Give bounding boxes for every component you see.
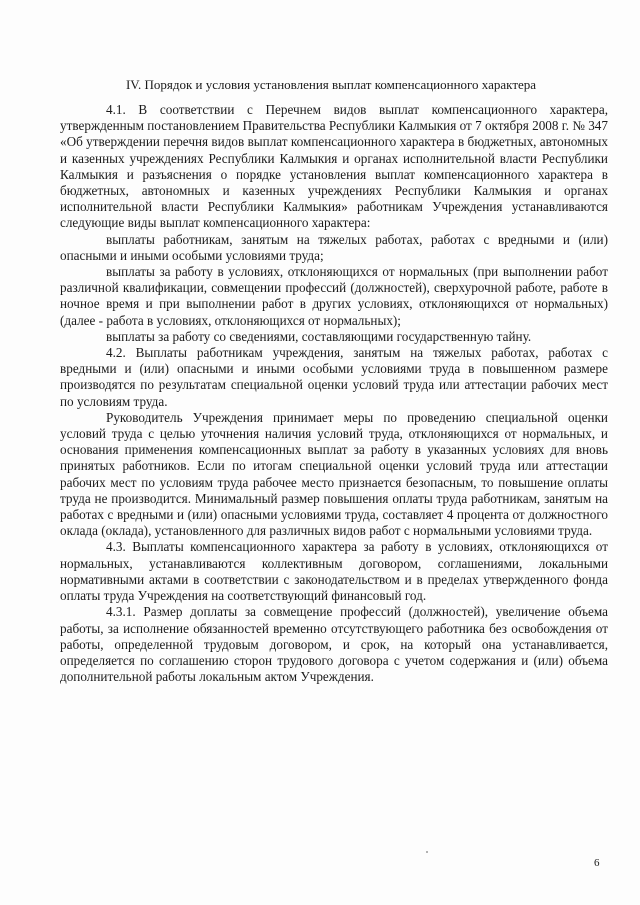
paragraph-manager-measures: Руководитель Учреждения принимает меры по проведению специальной оценки условий труда с целью уточнения наличия условий труда, отклоняющихся от нормальных, и основания применения компенсационных выплат за работу в указанных условиях для вновь принятых работников. Если по итогам специальной оценки условий труда или аттестации рабочих мест по условиям труда рабочее место признается безопасным, то повышение оплаты труда не производится. Минимальный размер повышения оплаты труда работникам, занятым на работах с вредными и (или) опасными условиями труда, составляет 4 процента от должностного оклада (оклада), установленного для различных видов работ с нормальными условиями труда. [60,409,608,539]
paragraph-4-1: 4.1. В соответствии с Перечнем видов выплат компенсационного характера, утвержденным постановлением Правительства Республики Калмыкия от 7 октября 2008 г. № 347 «Об утверждении перечня видов выплат компенсационного характера в бюджетных, автономных и казенных учреждениях Республики Калмыкия и органах исполнительной власти Республики Калмыкия и разъяснения о порядке установления выплат компенсационного характера в бюджетных, автономных и казенных учреждениях Республики Калмыкия и органах исполнительной власти Республики Калмыкия» работникам Учреждения устанавливаются следующие виды выплат компенсационного характера: [60,102,608,231]
paragraph-4-3: 4.3. Выплаты компенсационного характера за работу в условиях, отклоняющихся от нормальных, устанавливаются коллективным договором, соглашениями, локальными нормативными актами в соответствии с законодательством и в пределах утвержденного фонда оплаты труда Учреждения на соответствующий финансовый год. [60,539,608,604]
paragraph-abnormal-conditions: выплаты за работу в условиях, отклоняющихся от нормальных (при выполнении работ различной квалификации, совмещении профессий (должностей), сверхурочной работе, работе в ночное время и при выполнении работ в других условиях, отклоняющихся от нормальных) (далее - работа в условиях, отклоняющихся от нормальных); [60,264,608,328]
paragraph-4-3-1: 4.3.1. Размер доплаты за совмещение профессий (должностей), увеличение объема работы, за исполнение обязанностей временно отсутствующего работника без освобождения от работы, определенной трудовым договором, и срок, на который она устанавливается, определяется по соглашению сторон трудового договора с учетом содержания и (или) объема дополнительной работы локальным актом Учреждения. [60,604,608,685]
section-body [60,102,608,685]
section-heading: IV. Порядок и условия установления выплат компенсационного характера [125,77,537,92]
page-number: 6 [594,857,600,869]
paragraph-state-secret: выплаты за работу со сведениями, составляющими государственную тайну. [106,328,532,344]
paragraph-hazard-work: выплаты работникам, занятым на тяжелых работах, работах с вредными и (или) опасными и иными особыми условиями труда; [60,231,608,263]
scan-speck [426,851,428,853]
paragraph-4-2: 4.2. Выплаты работникам учреждения, занятым на тяжелых работах, работах с вредными и (или) опасными и иными особыми условиями труда в повышенном размере производятся по результатам специальной оценки условий труда или аттестации рабочих мест по условиям труда. [60,345,608,409]
